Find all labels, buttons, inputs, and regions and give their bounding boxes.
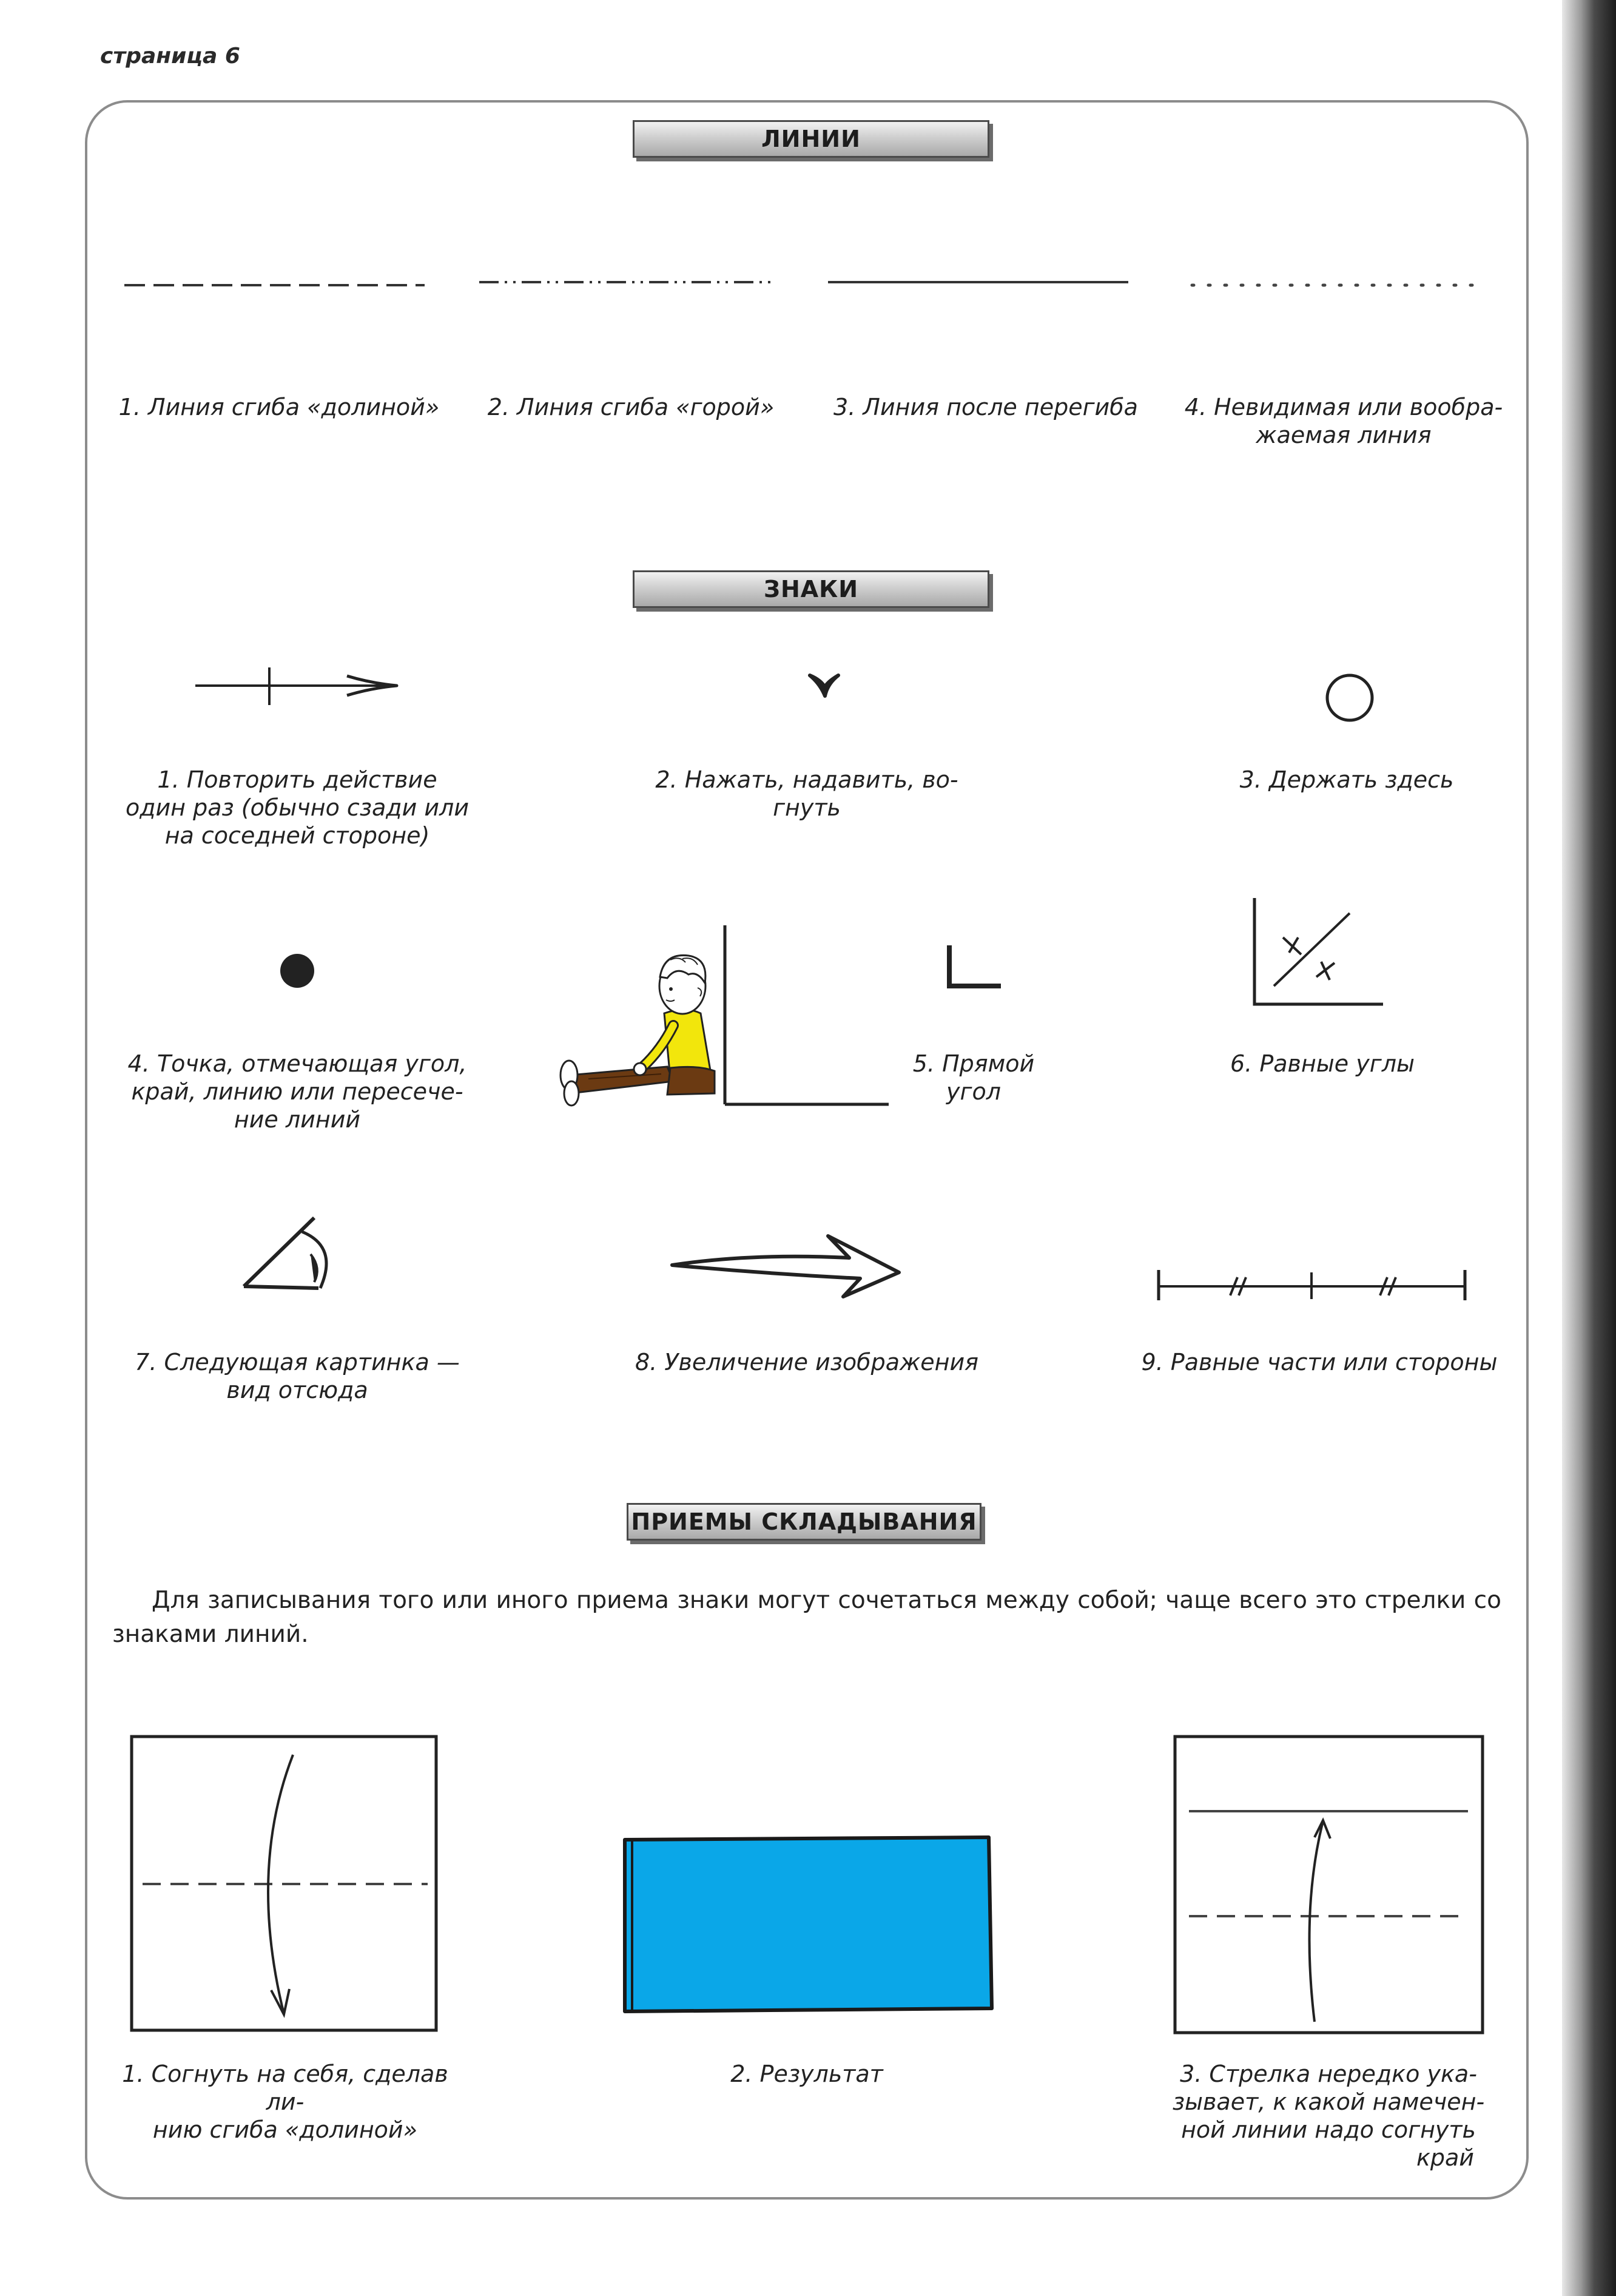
folding-intro-text: Для записывания того или иного приема знаки могут сочетаться между собой; чаще всего это стрелки со знаками линий.	[112, 1587, 1501, 1648]
line-caption-4: 4. Невидимая или вообра- жаемая линия	[1184, 394, 1503, 448]
fold-step-1-diagram	[130, 1735, 440, 2033]
invisible-line	[1192, 279, 1489, 291]
right-angle-icon	[943, 940, 1010, 1001]
repeat-arrow-icon	[195, 661, 402, 710]
equal-angles-icon	[1250, 895, 1386, 1007]
push-sign-icon	[807, 670, 843, 707]
equal-parts-icon	[1153, 1265, 1474, 1302]
sign-caption-1: 1. Повторить действие один раз (обычно сзади или на соседней стороне)	[125, 766, 470, 849]
line-caption-3: 3. Линия после перегиба	[833, 394, 1138, 420]
line-caption-1: 1. Линия сгиба «долиной»	[118, 394, 440, 420]
crease-line	[828, 276, 1131, 288]
view-from-here-eye-icon	[237, 1210, 346, 1308]
fold-step-3-diagram	[1174, 1735, 1486, 2036]
sign-caption-3: 3. Держать здесь	[1239, 766, 1454, 793]
hold-here-circle-icon	[1322, 670, 1377, 725]
point-dot-icon	[279, 953, 315, 989]
enlarge-view-arrow-icon	[667, 1229, 904, 1302]
fold-step-2-diagram	[619, 1832, 995, 2017]
section-title-folding: ПРИЕМЫ СКЛАДЫВАНИЯ	[627, 1503, 981, 1541]
page-number: страница 6	[100, 44, 240, 69]
sign-caption-2: 2. Нажать, надавить, во- гнуть	[655, 766, 958, 821]
sign-caption-5: 5. Прямой угол	[912, 1050, 1035, 1105]
boy-sitting-illustration	[552, 922, 898, 1123]
sign-caption-8: 8. Увеличение изображения	[635, 1349, 979, 1376]
sign-caption-4: 4. Точка, отмечающая угол, край, линию или пересече- ние линий	[127, 1050, 467, 1133]
sign-caption-7: 7. Следующая картинка — вид отсюда	[135, 1349, 460, 1403]
fold-step-caption-3: 3. Стрелка нередко ука- зывает, к какой намечен- ной линии надо согнуть край	[1172, 2061, 1485, 2171]
page-binding-edge	[1562, 0, 1616, 2296]
section-title-lines: ЛИНИИ	[633, 120, 989, 158]
mountain-fold-line	[479, 276, 776, 288]
sign-caption-6: 6. Равные углы	[1230, 1050, 1415, 1077]
sign-caption-9: 9. Равные части или стороны	[1141, 1349, 1498, 1376]
valley-fold-line	[124, 279, 428, 291]
fold-step-caption-1: 1. Согнуть на себя, сделав ли- нию сгиба «долиной»	[122, 2061, 448, 2143]
line-caption-2: 2. Линия сгиба «горой»	[487, 394, 775, 420]
section-title-signs: ЗНАКИ	[633, 570, 989, 608]
fold-step-caption-2: 2. Результат	[730, 2061, 883, 2087]
